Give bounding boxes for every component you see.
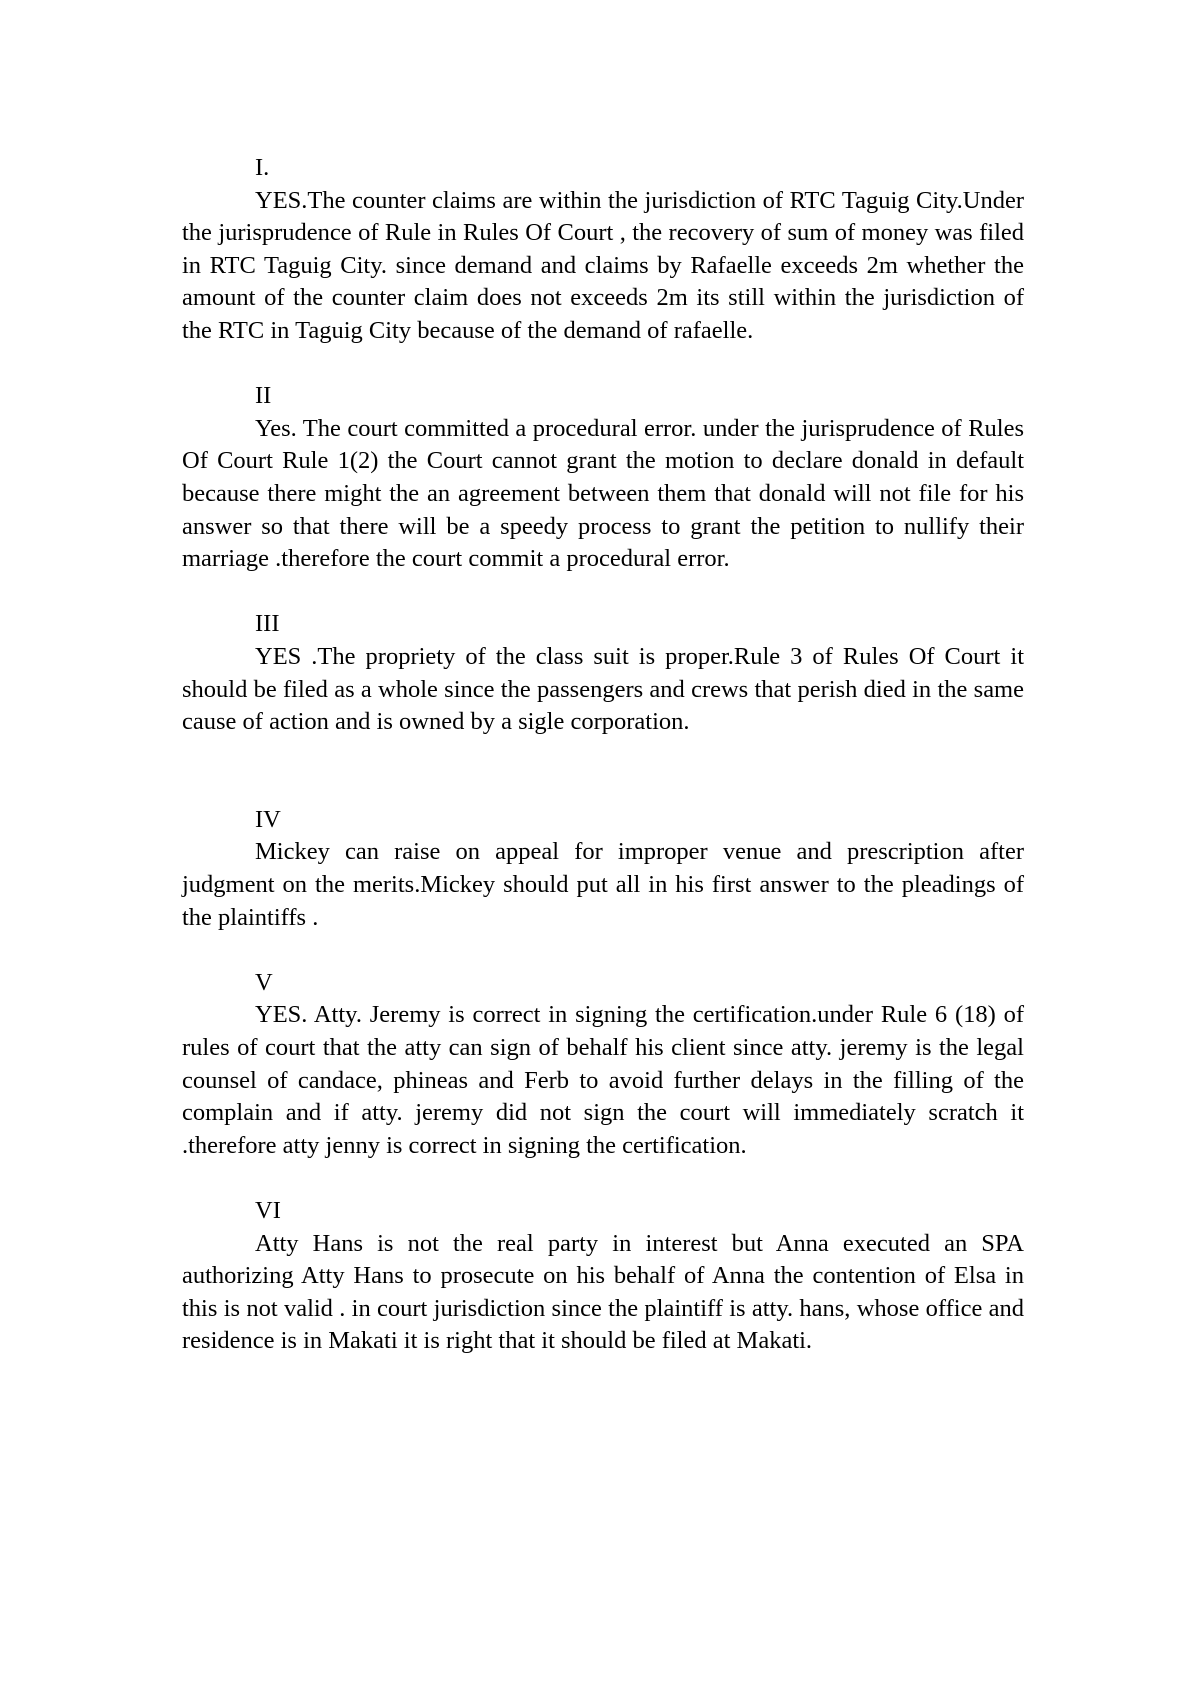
section-spacer (182, 576, 1024, 609)
section-heading: VI (255, 1197, 281, 1224)
section-heading: IV (255, 805, 281, 833)
answer-section-5 (182, 967, 1024, 1163)
section-answer: YES.The counter claims are within the jurisdiction of RTC Taguig City.Under the jurisprudence of Rule in Rules Of Court , the recovery of sum of money was filed in RTC Taguig City. since demand and claims by Rafaelle exceeds 2m whether the amount of the counter claim does not exceeds 2m its still within the jurisdiction of the RTC in Taguig City because of the demand of rafaelle. (182, 186, 1024, 344)
section-answer: Yes. The court committed a procedural error. under the jurisprudence of Rules Of Court Rule 1(2) the Court cannot grant the motion to declare donald in default because there might the an agreement between them that donald will not file for his answer so that there will be a speedy process to grant the petition to nullify their marriage .therefore the court commit a procedural error. (182, 414, 1024, 573)
section-spacer (182, 934, 1024, 967)
answer-section-6 (182, 1195, 1024, 1358)
section-heading: V (255, 968, 273, 996)
section-spacer (182, 739, 1024, 804)
section-answer: YES .The propriety of the class suit is proper.Rule 3 of Rules Of Court it should be filed as a whole since the passengers and crews that perish died in the same cause of action and is owned by a sigle corporation. (182, 642, 1024, 736)
answer-section-3 (182, 608, 1024, 738)
section-heading: I. (255, 154, 270, 181)
section-answer: Mickey can raise on appeal for improper venue and prescription after judgment on the merits.Mickey should put all in his first answer to the pleadings of the plaintiffs . (182, 838, 1024, 931)
section-heading: III (255, 610, 280, 638)
answer-section-2 (182, 380, 1024, 576)
section-heading: II (255, 382, 272, 410)
section-spacer (182, 1162, 1024, 1195)
answer-section-4 (182, 804, 1024, 934)
section-answer: YES. Atty. Jeremy is correct in signing the certification.under Rule 6 (18) of rules of court that the atty can sign of behalf his client since atty. jeremy is the legal counsel of candace, phineas and Ferb to avoid further delays in the filling of the complain and if atty. jeremy did not sign the court will immediately scratch it .therefore atty jenny is correct in signing the certification. (182, 1001, 1024, 1159)
document-body (182, 152, 1024, 1358)
section-answer: Atty Hans is not the real party in interest but Anna executed an SPA authorizing Atty Hans to prosecute on his behalf of Anna the contention of Elsa in this is not valid . in court jurisdiction since the plaintiff is atty. hans, whose office and residence is in Makati it is right that it should be filed at Makati. (182, 1229, 1024, 1355)
answer-section-1 (182, 152, 1024, 348)
section-spacer (182, 348, 1024, 381)
